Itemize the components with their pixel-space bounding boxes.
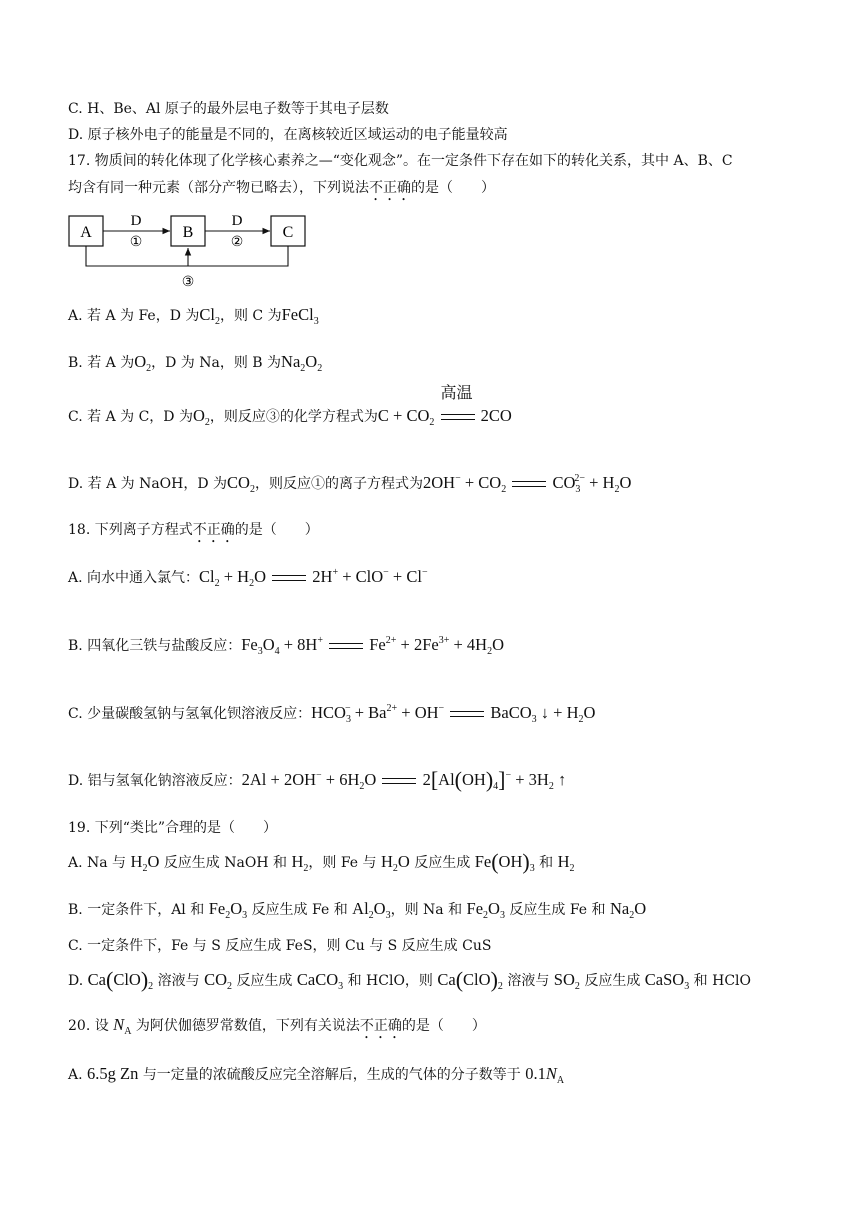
q19-option-c: C. 一定条件下，Fe 与 S 反应生成 FeS，则 Cu 与 S 反应生成 CuS <box>68 938 492 954</box>
arrow-3-number: ③ <box>181 274 195 290</box>
arrow-3 <box>86 246 288 266</box>
arrow-2-number: ② <box>230 234 244 250</box>
q16-option-d: D. 原子核外电子的能量是不同的，在离核较近区域运动的电子能量较高 <box>68 127 508 143</box>
q18-stem: 18. 下列离子方程式不正确的是（ ） <box>68 522 319 538</box>
arrow-2-reagent: D <box>231 213 243 229</box>
box-a-label: A <box>80 224 92 241</box>
q17-stem-line2: 均含有同一种元素（部分产物已略去），下列说法不正确的是（ ） <box>68 180 495 196</box>
emphasis-not-correct: 不正确 <box>369 180 411 196</box>
arrow-1-reagent: D <box>130 213 142 229</box>
q17-stem-line1: 17. 物质间的转化体现了化学核心素养之—“变化观念”。在一定条件下存在如下的转化关系，其中 A、B、C <box>68 153 733 169</box>
q18-option-b: B. 四氧化三铁与盐酸反应：$Fe_3O_4 + 8H^+$ $Fe^{2+} + 2Fe^{3+} + 4H_2O$ <box>68 635 504 657</box>
box-c-label: C <box>282 224 294 241</box>
q17-option-c: C. 若 A 为 C，D 为$O_2$，则反应③的化学方程式为$C + CO_2$ 高温 2CO <box>68 385 512 428</box>
q18-option-d: D. 铝与氢氧化钠溶液反应：$2Al + 2OH^- + 6H_2O$ $2[Al(OH)_4]^- + 3H_2$ ↑ <box>68 767 567 792</box>
q19-option-a: A. Na 与 $H_2O$ 反应生成 NaOH 和 $H_2$，则 Fe 与 $H_2O$ 反应生成 $Fe(OH)_3$ 和 $H_2$ <box>68 849 575 874</box>
q18-option-a: A. 向水中通入氯气：$Cl_2 + H_2O$ 2H+ + ClO− + Cl− <box>68 567 428 589</box>
q17-option-d: D. 若 A 为 NaOH，D 为$CO_2$，则反应①的离子方程式为$2OH^- + CO_2$ $CO_3^{2-} + H_2O$ <box>68 473 632 495</box>
emphasis-not-correct: 不正确 <box>192 522 235 538</box>
q18-option-c: C. 少量碳酸氢钠与氢氧化钡溶液反应：$HCO_3^- + Ba^{2+} + OH^-$ BaCO$_3$ ↓ + $H_2O$ <box>68 703 596 725</box>
conversion-diagram <box>68 208 308 290</box>
q19-stem: 19. 下列“类比”合理的是（ ） <box>68 820 278 836</box>
box-b-label: B <box>182 224 194 241</box>
q16-option-c: C. H、Be、Al 原子的最外层电子数等于其电子层数 <box>68 101 389 117</box>
q19-option-b: B. 一定条件下，Al 和 $Fe_2O_3$ 反应生成 Fe 和 $Al_2O_3$，则 Na 和 $Fe_2O_3$ 反应生成 Fe 和 $Na_2O$ <box>68 899 647 921</box>
arrow-1-number: ① <box>129 234 143 250</box>
q17-option-a: A. 若 A 为 Fe，D 为$Cl_2$，则 C 为FeCl$_3$ <box>68 305 319 327</box>
emphasis-not-correct: 不正确 <box>359 1018 402 1034</box>
q20-option-a: A. 6.5g Zn 与一定量的浓硫酸反应完全溶解后，生成的气体的分子数等于 $0.1N_A$ <box>68 1064 565 1086</box>
q19-option-d: D. $Ca(ClO)_2$ 溶液与 $CO_2$ 反应生成 CaCO$_3$ 和 HClO，则 $Ca(ClO)_2$ 溶液与 $SO_2$ 反应生成 CaSO$_3$ 和 HClO <box>68 967 751 992</box>
q17-option-b: B. 若 A 为$O_2$，D 为 Na，则 B 为$Na_2O_2$ <box>68 352 323 374</box>
reaction-condition: 高温 <box>440 385 473 402</box>
q20-stem: 20. 设 $N_A$ 为阿伏伽德罗常数值，下列有关说法不正确的是（ ） <box>68 1015 486 1037</box>
